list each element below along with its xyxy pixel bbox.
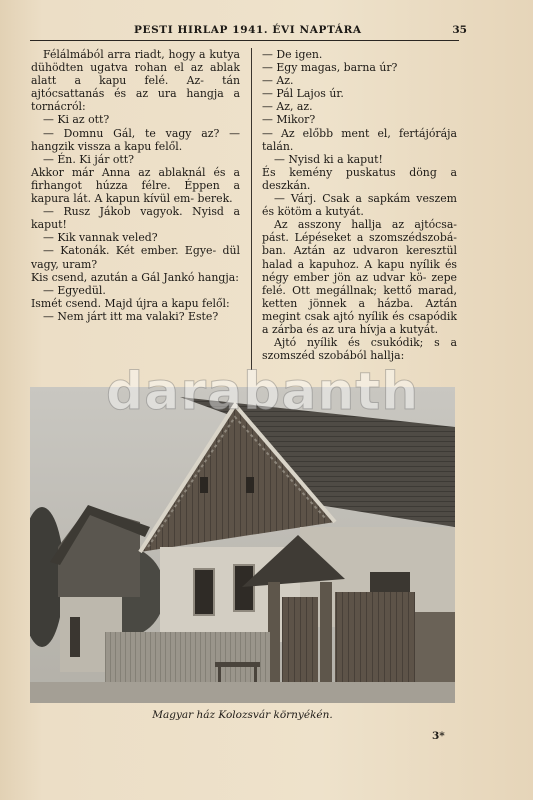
page-header: [30, 22, 467, 41]
paragraph: — Rusz Jákob vagyok. Nyisd a kaput!: [31, 205, 240, 232]
page-number: 35: [452, 24, 467, 36]
paragraph: — Egy magas, barna úr?: [262, 61, 398, 75]
paragraph: — Én. Ki jár ott?: [43, 152, 135, 166]
paragraph: Kis csend, azután a Gál Jankó hangja:: [31, 270, 239, 284]
photo-caption: Magyar ház Kolozsvár környékén.: [152, 709, 333, 721]
paragraph: — De igen.: [262, 48, 323, 61]
paragraph: — Kik vannak veled?: [43, 231, 158, 245]
paragraph: — Katonák. Két ember. Egye- dül vagy, uram?: [31, 244, 240, 271]
paragraph: És kemény puskatus döng a deszkán.: [262, 165, 457, 192]
paragraph: — Az.: [262, 74, 294, 88]
header-title: PESTI HIRLAP 1941. ÉVI NAPTÁRA: [134, 24, 362, 36]
paragraph: — Ki az ott?: [43, 113, 110, 127]
watermark-logo: darabanth: [106, 362, 420, 422]
paragraph: Akkor már Anna az ablaknál és a firhangot húzza félre. Éppen a kapura lát. A kapun kívül em- berek.: [31, 165, 240, 206]
signature-mark: 3*: [432, 730, 445, 742]
house-photograph: [30, 387, 455, 703]
paragraph: Ajtó nyílik és csukódik; s a szomszéd szobából hallja:: [262, 336, 457, 363]
paragraph: — Domnu Gál, te vagy az? — hangzik vissza a kapu felől.: [31, 126, 240, 153]
paragraph: — Nem járt itt ma valaki? Este?: [43, 309, 219, 323]
paragraph: — Az, az.: [262, 100, 313, 114]
paragraph: — Egyedül.: [43, 283, 106, 297]
paragraph: — Mikor?: [262, 113, 316, 127]
paragraph: — Várj. Csak a sapkám veszem és kötöm a kutyát.: [262, 192, 457, 219]
paragraph: — Pál Lajos úr.: [262, 87, 344, 101]
paragraph: Félálmából arra riadt, hogy a kutya dühödten ugatva rohan el az ablak alatt a kapu felé. Az- tán ajtócsattanás és az ura hangja a tornácról:: [31, 48, 240, 114]
paragraph: — Nyisd ki a kaput!: [274, 152, 383, 166]
paragraph: — Az előbb ment el, fertájórája talán.: [262, 126, 457, 153]
paragraph: Ismét csend. Majd újra a kapu felől:: [31, 296, 230, 310]
left-text-column: [31, 48, 240, 323]
column-divider: [251, 48, 252, 370]
right-text-column: [262, 48, 457, 362]
paragraph: Az asszony hallja az ajtócsa- pást. Lépéseket a szomszédszobá- ban. Aztán az udvaron keresztül halad a kapuhoz. A kapu nyílik és négy ember jön az udvar kö- zepe felé. Ott megállnak; kettő marad, ketten jönnek a házba. Aztán megint csak ajtó nyílik és csapódik a zárba és az ura hívja a kutyát.: [262, 218, 457, 336]
